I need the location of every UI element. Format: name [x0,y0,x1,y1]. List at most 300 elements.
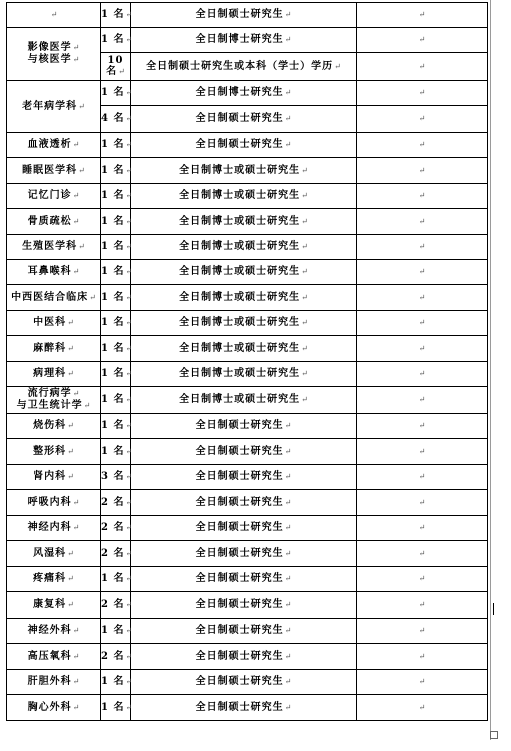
paragraph-mark: ↵ [67,343,74,353]
headcount-value: 4 名 [101,113,125,124]
department-cell[interactable] [7,670,101,695]
degree-requirement: 全日制硕士研究生 [195,9,284,20]
paragraph-mark: ↵ [72,389,80,398]
degree-requirement-cell[interactable] [131,3,357,28]
paragraph-mark: ↵ [418,369,426,378]
degree-requirement: 全日制硕士研究生 [195,676,284,687]
department-name [28,625,80,637]
paragraph-mark: ↵ [418,165,426,175]
degree-requirement-cell[interactable] [131,516,357,541]
paragraph-mark: ↵ [284,35,292,44]
headcount-cell[interactable] [101,567,131,592]
notes-cell[interactable] [357,670,488,695]
paragraph-mark: ↵ [284,574,292,583]
degree-requirement: 全日制博士或硕士研究生 [179,215,301,227]
headcount-value: 1 名 [101,215,125,227]
department-name-line: 耳鼻喉科 [27,266,72,277]
paragraph-mark: ↵ [301,292,308,302]
degree-requirement-cell[interactable] [131,53,357,81]
department-cell[interactable] [7,362,101,387]
department-name [28,139,80,151]
headcount-cell[interactable] [101,387,131,414]
notes-cell[interactable] [357,3,488,28]
notes-cell[interactable] [357,209,488,235]
paragraph-mark: ↵ [72,267,80,276]
headcount-value: 2 名 [101,522,125,533]
headcount-value: 1 名 [101,573,125,584]
paragraph-mark: ↵ [334,61,341,71]
department-name [28,497,80,509]
headcount-cell[interactable] [101,209,131,235]
headcount-cell[interactable] [101,53,131,81]
headcount-cell[interactable] [101,439,131,465]
paragraph-mark: ↵ [67,548,74,558]
recruitment-table [6,2,488,721]
notes-cell[interactable] [357,106,488,133]
headcount-cell[interactable] [101,644,131,670]
degree-requirement-cell[interactable] [131,465,357,490]
department-cell[interactable] [7,465,101,490]
department-name [33,317,74,329]
paragraph-mark: ↵ [301,395,308,404]
paragraph-mark: ↵ [418,651,426,661]
department-name [28,216,80,228]
department-name [22,165,85,177]
table-row [7,81,488,106]
department-name [28,190,80,202]
paragraph-mark: ↵ [83,401,91,410]
department-name [28,42,80,66]
department-cell[interactable] [7,490,101,516]
department-name-line: 风湿科 [33,547,67,559]
headcount-cell[interactable] [101,465,131,490]
paragraph-mark: ↵ [284,497,292,507]
paragraph-mark: ↵ [72,140,80,149]
headcount-cell[interactable] [101,81,131,106]
paragraph-mark: ↵ [125,114,133,123]
paragraph-mark: ↵ [125,88,133,97]
headcount-value: 1 名 [101,164,125,176]
table-row [7,592,488,619]
headcount-cell[interactable] [101,336,131,362]
paragraph-mark: ↵ [125,600,133,609]
paragraph-mark: ↵ [418,10,426,19]
degree-requirement-cell[interactable] [131,414,357,439]
degree-requirement-cell[interactable] [131,695,357,721]
paragraph-mark: ↵ [284,523,292,532]
headcount-cell[interactable] [101,28,131,53]
paragraph-mark: ↵ [67,574,74,583]
paragraph-mark: ↵ [284,446,292,456]
paragraph-mark: ↵ [72,191,80,200]
notes-cell[interactable] [357,235,488,260]
notes-cell[interactable] [357,387,488,414]
headcount-cell[interactable] [101,695,131,721]
notes-cell[interactable] [357,414,488,439]
notes-cell[interactable] [357,567,488,592]
paragraph-mark: ↵ [125,267,133,276]
recruitment-table-body [7,3,488,721]
paragraph-mark: ↵ [125,651,133,661]
department-cell[interactable] [7,592,101,619]
degree-requirement-cell[interactable] [131,209,357,235]
headcount-value: 2 名 [101,496,125,508]
degree-requirement-cell[interactable] [131,106,357,133]
notes-cell[interactable] [357,336,488,362]
paragraph-mark: ↵ [50,10,58,19]
headcount-cell[interactable] [101,106,131,133]
notes-cell[interactable] [357,311,488,336]
degree-requirement-cell[interactable] [131,362,357,387]
notes-cell[interactable] [357,644,488,670]
paragraph-mark: ↵ [78,165,85,175]
headcount-cell[interactable] [101,184,131,209]
department-cell[interactable] [7,133,101,158]
department-cell[interactable] [7,311,101,336]
paragraph-mark: ↵ [67,472,74,481]
headcount-cell[interactable] [101,362,131,387]
notes-cell[interactable] [357,28,488,53]
degree-requirement: 全日制博士或硕士研究生 [179,342,301,354]
department-name-line: 血液透析 [27,139,72,150]
headcount-cell[interactable] [101,670,131,695]
department-name-line: 烧伤科 [33,420,67,431]
table-row [7,490,488,516]
department-cell[interactable] [7,235,101,260]
headcount-cell[interactable] [101,311,131,336]
paragraph-mark: ↵ [125,446,133,456]
headcount-value: 3 名 [101,471,125,482]
degree-requirement: 全日制硕士研究生 [195,625,284,636]
headcount-value: 1 名 [101,34,125,45]
degree-requirement: 全日制硕士研究生 [195,650,284,662]
headcount-value: 1 名 [101,266,125,277]
degree-requirement: 全日制博士或硕士研究生 [179,291,301,303]
paragraph-mark: ↵ [284,702,292,712]
department-cell[interactable] [7,516,101,541]
degree-requirement: 全日制硕士研究生 [195,471,284,482]
degree-requirement: 全日制博士或硕士研究生 [179,164,301,176]
paragraph-mark: ↵ [72,702,80,712]
headcount-cell[interactable] [101,516,131,541]
headcount-cell[interactable] [101,592,131,619]
paragraph-mark: ↵ [125,369,133,378]
paragraph-mark: ↵ [284,421,292,430]
department-name-line: 神经外科 [27,625,72,636]
paragraph-mark: ↵ [418,343,426,353]
headcount-cell[interactable] [101,3,131,28]
paragraph-mark: ↵ [301,343,308,353]
table-row [7,285,488,311]
notes-cell[interactable] [357,133,488,158]
headcount-cell[interactable] [101,490,131,516]
paragraph-mark: ↵ [418,140,426,149]
department-cell[interactable] [7,184,101,209]
table-row [7,28,488,53]
paragraph-mark: ↵ [125,140,133,149]
department-name-line: 康复科 [33,599,67,610]
degree-requirement-cell[interactable] [131,28,357,53]
table-row [7,336,488,362]
paragraph-mark: ↵ [284,10,292,19]
paragraph-mark: ↵ [418,626,426,635]
degree-requirement-cell[interactable] [131,644,357,670]
notes-cell[interactable] [357,516,488,541]
degree-requirement-cell[interactable] [131,490,357,516]
paragraph-mark: ↵ [418,35,426,44]
paragraph-mark: ↵ [301,165,308,175]
department-name-line: 影像医学 [27,42,72,53]
table-row [7,644,488,670]
paragraph-mark: ↵ [72,677,80,686]
department-name [33,548,74,560]
table-row [7,3,488,28]
paragraph-mark: ↵ [125,548,133,558]
paragraph-mark: ↵ [125,216,133,226]
notes-cell[interactable] [357,490,488,516]
department-name-line: 睡眠医学科 [22,164,78,176]
paragraph-mark: ↵ [125,574,133,583]
headcount-cell[interactable] [101,235,131,260]
department-name-line: 中西医结合临床 [11,291,89,303]
paragraph-mark: ↵ [67,369,74,378]
paragraph-mark: ↵ [125,242,133,251]
headcount-value: 1 名 [101,342,125,354]
degree-requirement: 全日制硕士研究生 [195,445,284,457]
notes-cell[interactable] [357,362,488,387]
department-cell[interactable] [7,260,101,285]
department-name [50,9,58,21]
paragraph-mark: ↵ [72,523,80,532]
notes-cell[interactable] [357,184,488,209]
paragraph-mark: ↵ [418,472,426,481]
department-cell[interactable] [7,209,101,235]
table-row [7,133,488,158]
table-row [7,209,488,235]
paragraph-mark: ↵ [125,472,133,481]
table-row [7,439,488,465]
department-cell[interactable] [7,567,101,592]
notes-cell[interactable] [357,158,488,184]
degree-requirement-cell[interactable] [131,158,357,184]
degree-requirement-cell[interactable] [131,567,357,592]
headcount-value: 1 名 [101,87,125,98]
department-cell[interactable] [7,158,101,184]
department-cell[interactable] [7,644,101,670]
paragraph-mark: ↵ [301,216,308,226]
department-cell[interactable] [7,285,101,311]
headcount-cell[interactable] [101,414,131,439]
department-cell[interactable] [7,387,101,414]
notes-cell[interactable] [357,619,488,644]
table-row [7,184,488,209]
paragraph-mark: ↵ [301,242,308,251]
paragraph-mark: ↵ [125,677,133,686]
department-name [33,446,74,458]
department-cell[interactable] [7,695,101,721]
paragraph-mark: ↵ [125,191,133,200]
paragraph-mark: ↵ [301,369,308,378]
department-name [17,388,91,412]
table-resize-handle[interactable] [490,731,498,739]
degree-requirement-cell[interactable] [131,619,357,644]
paragraph-mark: ↵ [284,548,292,558]
headcount-value: 1 名 [101,190,125,201]
degree-requirement: 全日制硕士研究生 [195,701,284,713]
table-row [7,670,488,695]
table-row [7,158,488,184]
department-name-line: 生殖医学科 [22,241,78,252]
department-cell[interactable] [7,439,101,465]
degree-requirement: 全日制硕士研究生 [195,113,284,124]
paragraph-mark: ↵ [72,651,80,661]
headcount-cell[interactable] [101,541,131,567]
degree-requirement-cell[interactable] [131,184,357,209]
department-cell[interactable] [7,81,101,133]
notes-cell[interactable] [357,285,488,311]
paragraph-mark: ↵ [89,292,96,302]
department-cell[interactable] [7,3,101,28]
degree-requirement-cell[interactable] [131,235,357,260]
notes-cell[interactable] [357,53,488,81]
paragraph-mark: ↵ [418,191,426,200]
notes-cell[interactable] [357,81,488,106]
department-name [28,702,80,714]
headcount-cell[interactable] [101,285,131,311]
department-name-line: 骨质疏松 [27,215,72,227]
department-name [33,420,74,432]
degree-requirement-cell[interactable] [131,387,357,414]
paragraph-mark: ↵ [72,216,80,226]
headcount-value: 1 名 [101,368,125,379]
notes-cell[interactable] [357,592,488,619]
headcount-value: 1 名 [101,241,125,252]
degree-requirement-cell[interactable] [131,311,357,336]
paragraph-mark: ↵ [125,292,133,302]
paragraph-mark: ↵ [67,600,74,609]
paragraph-mark: ↵ [72,626,80,635]
department-name [33,471,74,483]
department-name-line: 胸心外科 [27,701,72,713]
notes-cell[interactable] [357,541,488,567]
headcount-value: 1 名 [101,139,125,150]
department-cell[interactable] [7,619,101,644]
degree-requirement: 全日制硕士研究生 [195,420,284,431]
headcount-value: 1 名 [101,420,125,431]
paragraph-mark: ↵ [418,61,426,71]
paragraph-mark: ↵ [418,446,426,456]
headcount-cell[interactable] [101,133,131,158]
headcount-value: 1 名 [101,291,125,303]
table-row [7,414,488,439]
paragraph-mark: ↵ [418,548,426,558]
headcount-cell[interactable] [101,619,131,644]
department-name-line: 中医科 [33,317,67,328]
department-name-line: 病理科 [33,368,67,379]
paragraph-mark: ↵ [284,472,292,481]
degree-requirement: 全日制博士或硕士研究生 [179,317,301,328]
paragraph-mark: ↵ [418,523,426,532]
table-row [7,387,488,414]
degree-requirement: 全日制博士研究生 [195,34,284,45]
department-name-line: 记忆门诊 [27,190,72,201]
headcount-cell[interactable] [101,260,131,285]
table-row [7,695,488,721]
degree-requirement-cell[interactable] [131,670,357,695]
degree-requirement-cell[interactable] [131,592,357,619]
paragraph-mark: ↵ [418,267,426,276]
department-name [11,292,96,304]
degree-requirement: 全日制硕士研究生 [195,573,284,584]
department-cell[interactable] [7,336,101,362]
paragraph-mark: ↵ [125,395,133,404]
headcount-cell[interactable] [101,158,131,184]
department-name-line: 呼吸内科 [27,496,72,508]
degree-requirement-cell[interactable] [131,260,357,285]
paragraph-mark: ↵ [418,114,426,123]
paragraph-mark: ↵ [418,421,426,430]
notes-cell[interactable] [357,695,488,721]
department-name-line: 与卫生统计学 [16,400,83,411]
paragraph-mark: ↵ [67,318,74,327]
department-cell[interactable] [7,28,101,81]
degree-requirement: 全日制博士或硕士研究生 [179,368,301,379]
paragraph-mark: ↵ [125,421,133,430]
notes-cell[interactable] [357,465,488,490]
degree-requirement-cell[interactable] [131,285,357,311]
department-cell[interactable] [7,541,101,567]
department-name [33,368,74,380]
headcount-value: 10 [107,55,124,66]
department-name-line: 与核医学 [27,54,72,65]
department-name [28,266,80,278]
paragraph-mark: ↵ [125,318,133,327]
notes-cell[interactable] [357,260,488,285]
headcount-value: 1 名 [101,445,125,457]
paragraph-mark: ↵ [418,242,426,251]
degree-requirement-cell[interactable] [131,541,357,567]
paragraph-mark: ↵ [72,43,80,52]
degree-requirement: 全日制博士或硕士研究生 [179,190,301,201]
paragraph-mark: ↵ [301,318,308,327]
department-name-line: 流行病学 [27,388,72,399]
text-cursor [493,603,494,615]
department-cell[interactable] [7,414,101,439]
paragraph-mark: ↵ [284,677,292,686]
headcount-value: 2 名 [101,650,125,662]
table-row [7,260,488,285]
headcount-value: 2 名 [101,599,125,610]
degree-requirement-cell[interactable] [131,133,357,158]
paragraph-mark: ↵ [78,101,85,111]
headcount-value: 1 名 [101,676,125,687]
paragraph-mark: ↵ [125,626,133,635]
degree-requirement-cell[interactable] [131,81,357,106]
department-name [28,522,80,534]
degree-requirement: 全日制硕士研究生 [195,547,284,559]
headcount-value: 1 名 [101,317,125,328]
headcount-value: 1 名 [101,625,125,636]
paragraph-mark: ↵ [125,165,133,175]
degree-requirement-cell[interactable] [131,336,357,362]
degree-requirement-cell[interactable] [131,439,357,465]
degree-requirement: 全日制博士研究生 [195,87,284,98]
paragraph-mark: ↵ [78,242,85,251]
notes-cell[interactable] [357,439,488,465]
table-row [7,465,488,490]
department-name-line: 整形科 [33,445,67,457]
department-name [33,343,74,355]
